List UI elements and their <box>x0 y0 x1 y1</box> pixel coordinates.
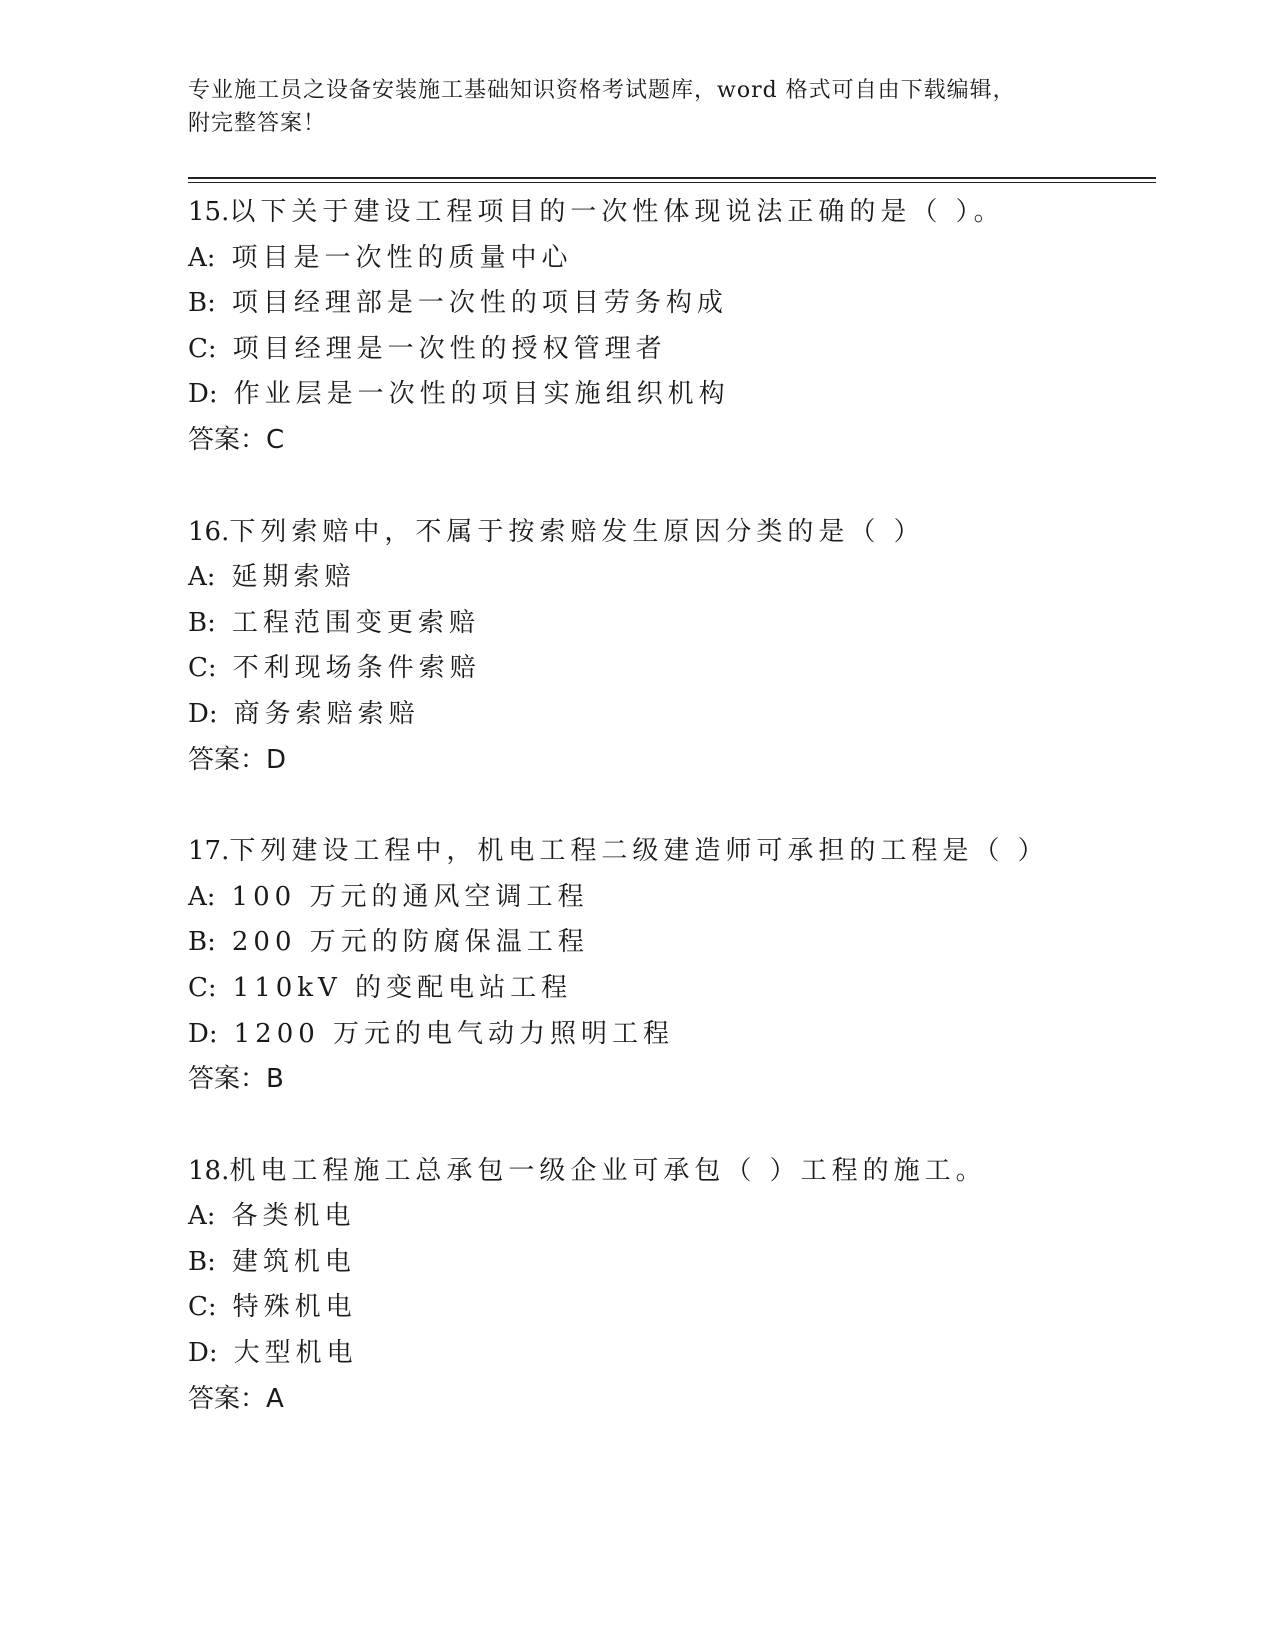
question-text: 下列索赔中，不属于按索赔发生原因分类的是（ ） <box>229 516 925 547</box>
option-a <box>188 1194 1156 1240</box>
question-stem <box>188 829 1156 875</box>
question-number: 18. <box>188 1155 230 1186</box>
option-d <box>188 1331 1156 1377</box>
option-text: 110kV 的变配电站工程 <box>232 972 573 1003</box>
option-label: D: <box>188 379 218 410</box>
question-number: 17. <box>188 836 230 867</box>
option-label: A: <box>188 881 216 912</box>
option-a <box>188 236 1156 282</box>
option-label: A: <box>188 562 216 593</box>
option-text: 建筑机电 <box>231 1246 356 1277</box>
option-text: 项目经理是一次性的授权管理者 <box>232 333 667 364</box>
answer-line: 答案：A <box>188 1383 284 1414</box>
question-15 <box>188 190 1156 464</box>
option-text: 各类机电 <box>231 1201 356 1232</box>
option-b <box>188 1240 1156 1286</box>
option-text: 项目经理部是一次性的项目劳务构成 <box>231 288 728 319</box>
option-text: 商务索赔索赔 <box>233 698 420 729</box>
option-label: A: <box>188 1201 216 1232</box>
option-d <box>188 372 1156 418</box>
question-stem <box>188 510 1156 556</box>
option-label: B: <box>188 927 216 958</box>
option-a <box>188 875 1156 921</box>
option-text: 不利现场条件索赔 <box>232 653 481 684</box>
header-divider-thin <box>188 182 1156 183</box>
question-stem <box>188 190 1156 236</box>
option-label: C: <box>188 972 217 1003</box>
option-text: 200 万元的防腐保温工程 <box>231 927 589 958</box>
option-text: 1200 万元的电气动力照明工程 <box>233 1018 675 1049</box>
option-d <box>188 692 1156 738</box>
option-label: A: <box>188 242 216 273</box>
option-label: B: <box>188 1246 216 1277</box>
question-list <box>188 190 1156 1468</box>
option-a <box>188 555 1156 601</box>
document-header <box>188 74 1088 140</box>
option-label: C: <box>188 1292 217 1323</box>
option-b <box>188 281 1156 327</box>
option-label: B: <box>188 607 216 638</box>
option-label: C: <box>188 653 217 684</box>
question-text: 以下关于建设工程项目的一次性体现说法正确的是（ ）。 <box>229 197 1005 227</box>
header-divider-thick <box>188 177 1156 179</box>
question-number: 16. <box>188 516 230 547</box>
option-c <box>188 1285 1156 1331</box>
answer-line: 答案：C <box>188 424 285 455</box>
option-text: 延期索赔 <box>231 562 356 593</box>
option-label: D: <box>188 1018 218 1049</box>
option-label: D: <box>188 1338 218 1369</box>
option-c <box>188 327 1156 373</box>
option-d <box>188 1012 1156 1058</box>
question-18 <box>188 1149 1156 1423</box>
option-label: C: <box>188 333 217 364</box>
option-b <box>188 601 1156 647</box>
option-c <box>188 966 1156 1012</box>
option-text: 大型机电 <box>233 1338 358 1369</box>
option-text: 项目是一次性的质量中心 <box>231 242 573 273</box>
option-b <box>188 920 1156 966</box>
option-c <box>188 646 1156 692</box>
option-label: D: <box>188 698 218 729</box>
answer-line: 答案：B <box>188 1064 284 1095</box>
option-text: 100 万元的通风空调工程 <box>231 881 589 912</box>
answer-line: 答案：D <box>188 744 287 775</box>
option-label: B: <box>188 288 216 319</box>
question-text: 下列建设工程中，机电工程二级建造师可承担的工程是（ ） <box>229 836 1049 867</box>
option-text: 工程范围变更索赔 <box>231 607 480 638</box>
option-text: 作业层是一次性的项目实施组织机构 <box>233 379 730 410</box>
question-stem <box>188 1149 1156 1195</box>
question-17 <box>188 829 1156 1103</box>
question-16 <box>188 510 1156 784</box>
question-number: 15. <box>188 197 230 227</box>
header-line-2: 附完整答案！ <box>188 111 327 136</box>
header-line-1: 专业施工员之设备安装施工基础知识资格考试题库，word 格式可自由下载编辑， <box>188 78 1016 103</box>
question-text: 机电工程施工总承包一级企业可承包（ ）工程的施工。 <box>229 1155 987 1186</box>
option-text: 特殊机电 <box>232 1292 357 1323</box>
